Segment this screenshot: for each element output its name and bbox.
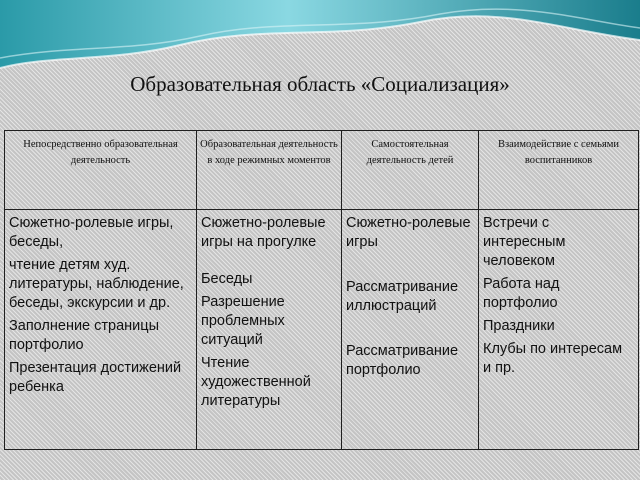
column-header-direct-activity: Непосредственно образовательная деятельность (5, 131, 197, 210)
list-item: Разрешение проблемных ситуаций (201, 294, 285, 348)
list-item: Сюжетно-ролевые игры (346, 215, 471, 250)
list-item: Беседы (201, 271, 253, 287)
list-item: Клубы по интересам и пр. (483, 341, 623, 376)
list-item: Чтение художественной литературы (201, 355, 311, 409)
table-cell-routine-activity (197, 210, 342, 450)
list-item: Рассматривание иллюстраций (346, 279, 459, 314)
list-item: Сюжетно-ролевые игры, беседы, (9, 215, 174, 250)
list-item: Сюжетно-ролевые игры на прогулке (201, 215, 326, 250)
column-header-routine-activity: Образовательная деятельность в ходе режимных моментов (197, 131, 342, 210)
column-header-family-interaction: Взаимодействие с семьями воспитанников (479, 131, 639, 210)
socialization-table (4, 130, 639, 450)
table-cell-family-interaction (479, 210, 639, 450)
list-item: Заполнение страницы портфолио (9, 318, 160, 353)
table-cell-direct-activity (5, 210, 197, 450)
list-item: Презентация достижений ребенка (9, 360, 182, 395)
list-item: Работа над портфолио (483, 276, 560, 311)
table-header-row (5, 131, 639, 210)
list-item: Рассматривание портфолио (346, 343, 459, 378)
list-item: Встречи с интересным человеком (483, 215, 566, 269)
list-item: чтение детям худ. литературы, наблюдение, беседы, экскурсии и др. (9, 257, 184, 311)
table-row (5, 210, 639, 450)
page-title: Образовательная область «Социализация» (130, 72, 510, 96)
list-item: Праздники (483, 318, 555, 334)
column-header-independent-activity: Самостоятельная деятельность детей (342, 131, 479, 210)
table-cell-independent-activity (342, 210, 479, 450)
